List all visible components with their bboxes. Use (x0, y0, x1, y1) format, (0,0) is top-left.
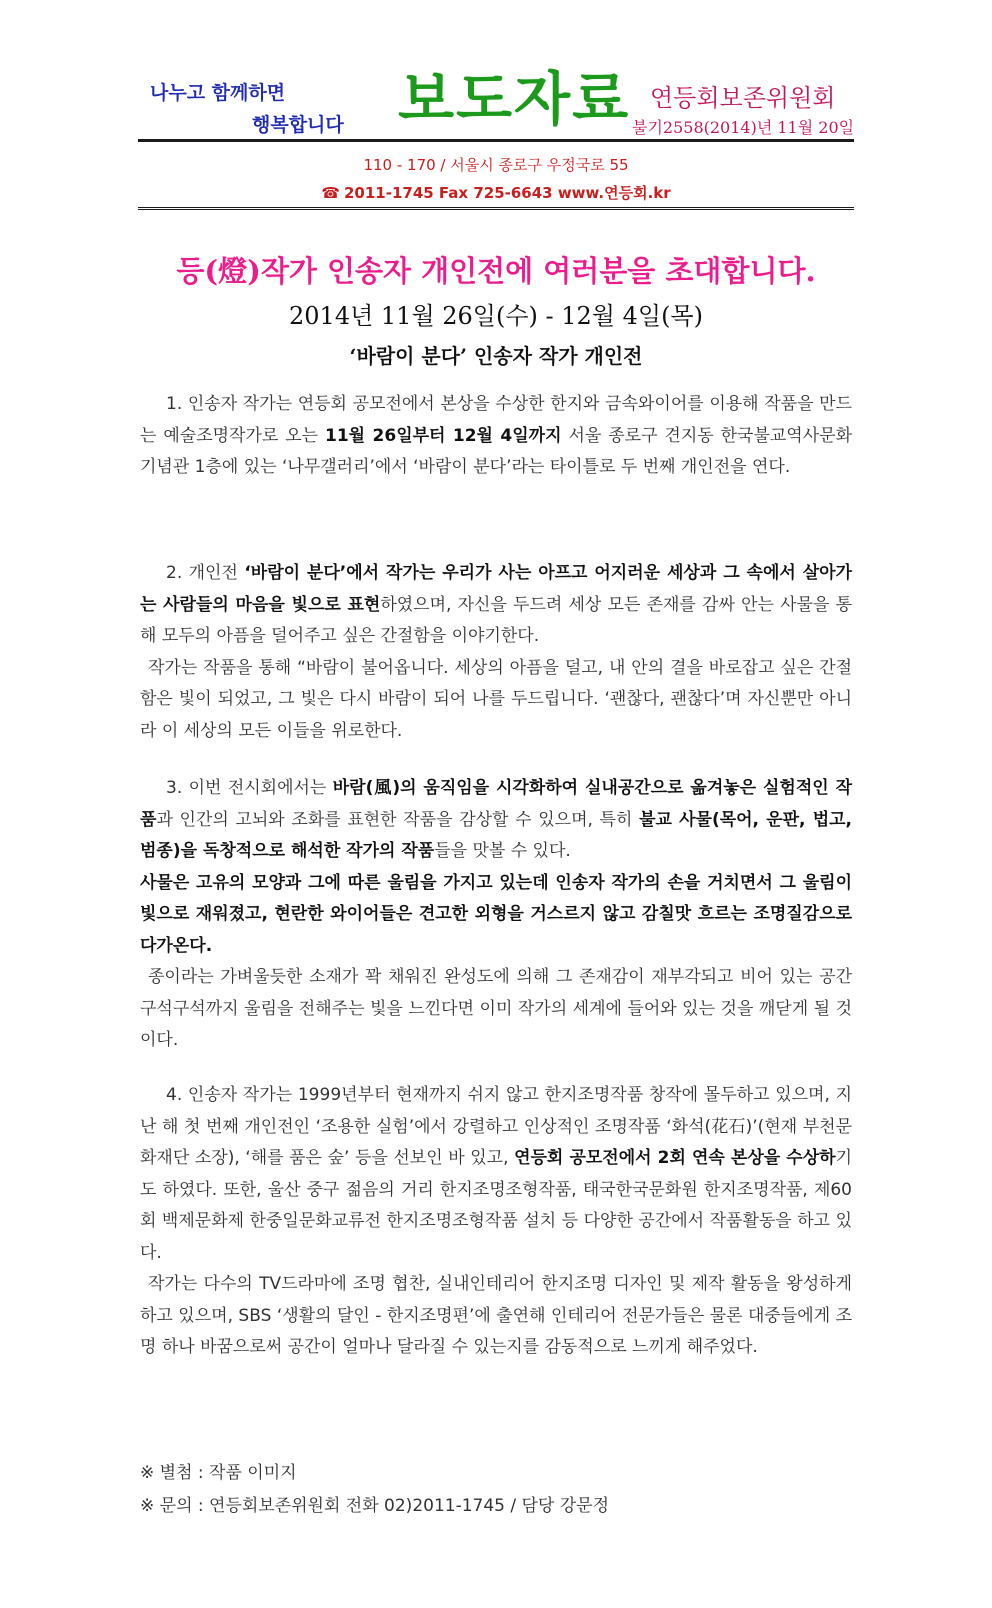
p2-text-c: 하였으며, 자신을 두드려 세상 모든 존재를 감싸 안는 사물을 통해 모두의 아픔을 덜어주고 싶은 간절함을 이야기한다. (140, 594, 852, 646)
slogan-line-1: 나누고 함께하면 (150, 82, 286, 104)
issue-date: 불기2558(2014)년 11월 20일 (632, 118, 855, 137)
header-rule-bottom (138, 207, 854, 210)
headline: 등(燈)작가 인송자 개인전에 여러분을 초대합니다. (176, 254, 816, 288)
contact-line (138, 182, 854, 203)
p2-quote: 작가는 작품을 통해 “바람이 불어옵니다. 세상의 아픔을 덜고, 내 안의 결을 바로잡고 싶은 간절함은 빛이 되었고, 그 빛은 다시 바람이 되어 나를 두드립니다. ‘괜찮다, 괜찮다’며 자신뿐만 아니라 이 세상의 모든 이들을 위로한다. (140, 657, 852, 741)
p2-text-a: 2. 개인전 (166, 563, 245, 583)
inquiry-note: ※ 문의 : 연등회보존위원회 전화 02)2011-1745 / 담당 강문정 (140, 1496, 610, 1516)
address-line: 110 - 170 / 서울시 종로구 우정국로 55 (363, 156, 629, 174)
header-rule-top (138, 139, 854, 142)
p3-closing: 종이라는 가벼울듯한 소재가 꽉 채워진 완성도에 의해 그 존재감이 재부각되고 비어 있는 공간 구석구석까지 울림을 전해주는 빛을 느낀다면 이미 작가의 세계에 들어와 있는 것을 깨닫게 될 것이다. (140, 967, 852, 1050)
attachment-note: ※ 별첨 : 작품 이미지 (140, 1463, 297, 1483)
organization-name: 연등회보존위원회 (650, 84, 836, 112)
press-release-title: 보도자료 (398, 65, 631, 133)
exhibition-period: 2014년 11월 26일(수) - 12월 4일(목) (289, 302, 703, 330)
slogan-line-2: 행복합니다 (252, 114, 344, 136)
p4-bold: 연등회 공모전에서 2회 연속 본상을 수상하 (514, 1148, 836, 1168)
p4-text-a: 4. 인송자 작가는 1999년부터 현재까지 쉬지 않고 한지조명작품 창작에 몰두하고 있으며, 지난 해 첫 번째 개인전인 ‘조용한 실험’에서 강렬하고 인상적인 조명작품 ‘화석(花石)’(현재 부천문화재단 소장), ‘해를 품은 숲’ 등을 선보인 바 있고, (140, 1085, 852, 1168)
p4-text-c: 기도 하였다. 또한, 울산 중구 젊음의 거리 한지조명조형작품, 태국한국문화원 한지조명작품, 제60회 백제문화제 한중일문화교류전 한지조명조형작품 설치 등 다양한 공간에서 작품활동을 하고 있다. (140, 1148, 852, 1263)
p2-bold: ‘바람이 분다’에서 작가는 우리가 사는 아프고 어지러운 세상과 그 속에서 살아가는 사람들의 마음을 빛으로 표현 (140, 563, 852, 615)
paragraph-3 (140, 773, 852, 1057)
p3-bold-2: 불교 사물(목어, 운판, 법고, 범종)을 독창적으로 해석한 작가의 작품 (140, 809, 852, 861)
p1-text-a: 1. 인송자 작가는 연등회 공모전에서 본상을 수상한 한지와 금속와이어를 이용해 작품을 만드는 예술조명작가로 오는 (140, 394, 852, 446)
paragraph-4 (140, 1080, 852, 1364)
p3-main (140, 773, 852, 868)
paragraph-2 (140, 558, 852, 747)
p1-bold-dates: 11월 26일부터 12월 4일까지 (325, 425, 562, 446)
p2-main (140, 558, 852, 653)
paragraph-1 (140, 389, 852, 484)
p1-text-c: 서울 종로구 견지동 한국불교역사문화기념관 1층에 있는 ‘나무갤러리’에서 ‘바람이 분다’라는 타이틀로 두 번째 개인전을 연다. (140, 425, 852, 477)
p3-bold-1: 바람(風)의 움직임을 시각화하여 실내공간으로 옮겨놓은 실험적인 작품 (140, 778, 852, 830)
p4-closing: 작가는 다수의 TV드라마에 조명 협찬, 실내인테리어 한지조명 디자인 및 제작 활동을 왕성하게 하고 있으며, SBS ‘생활의 달인 - 한지조명편’에 출연해 인테리어 전문가들은 물론 대중들에게 조명 하나 바꿈으로써 공간이 얼마나 달라질 수 있는지를 감동적으로 느끼게 해주었다. (140, 1274, 852, 1357)
contact-text: 2011-1745 Fax 725-6643 www.연등회.kr (343, 184, 671, 202)
phone-icon: ☎ (321, 184, 340, 202)
p3-text-a: 3. 이번 전시회에서는 (166, 778, 333, 798)
p4-main (140, 1080, 852, 1269)
p3-bold-paragraph (140, 868, 852, 963)
p3-bold-3: 사물은 고유의 모양과 그에 따른 울림을 가지고 있는데 인송자 작가의 손을 거치면서 그 울림이 빛으로 재워졌고, 현란한 와이어들은 견고한 외형을 거스르지 않고 감칠맛 흐르는 조명질감으로 다가온다. (140, 872, 852, 956)
exhibition-subtitle: ‘바람이 분다’ 인송자 작가 개인전 (349, 344, 643, 368)
p3-text-e: 들을 맛볼 수 있다. (434, 841, 571, 861)
p3-text-c: 과 인간의 고뇌와 조화를 표현한 작품을 감상할 수 있으며, 특히 (156, 809, 640, 830)
